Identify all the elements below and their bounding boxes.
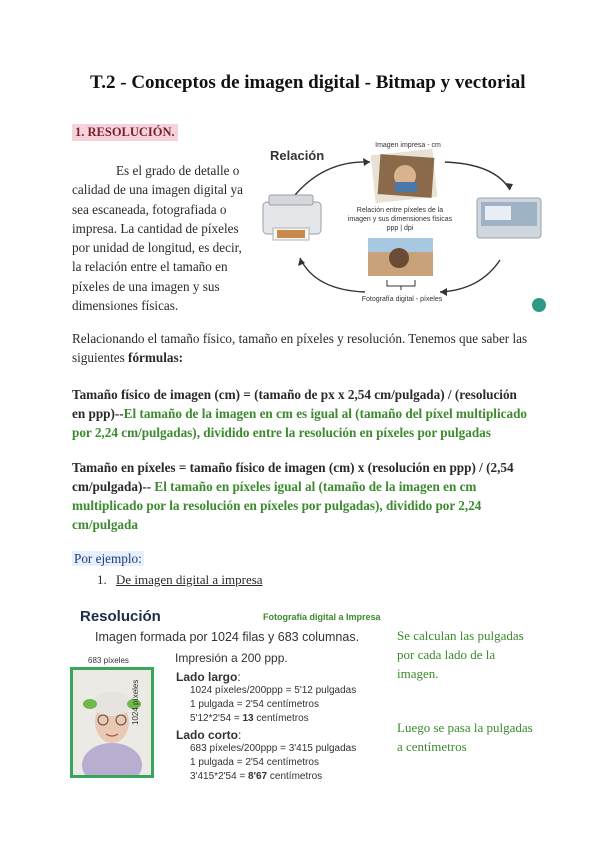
formula-1-text: Tamaño físico de imagen (cm) = (tamaño de px x 2,54 cm/pulgada) / (resolución en ppp)-- bbox=[72, 387, 517, 421]
diagram-center-label bbox=[345, 206, 455, 233]
printer-icon bbox=[263, 195, 321, 240]
formula-2 bbox=[72, 458, 532, 534]
short-side-line-2: 1 pulgada = 2'54 centímetros bbox=[190, 757, 319, 768]
slide-line-2: Impresión a 200 ppp. bbox=[175, 651, 288, 665]
diagram-top-label: Imagen impresa - cm bbox=[375, 142, 441, 149]
slide-subtitle: Fotografía digital a Impresa bbox=[263, 612, 381, 622]
example-list bbox=[72, 570, 532, 589]
diagram-title: Relación bbox=[270, 148, 325, 163]
slide-title: Resolución bbox=[80, 608, 161, 625]
side-note-2: Luego se pasa la pulgadas a centímetros bbox=[397, 720, 533, 754]
example-block bbox=[72, 549, 532, 589]
list-item: 1. De imagen digital a impresa bbox=[110, 570, 532, 589]
diagram-bottom-label: Fotografía digital - píxeles bbox=[361, 296, 443, 303]
side-note-1: Se calculan las pulgadas por cada lado de la imagen. bbox=[397, 628, 524, 681]
section-heading: 1. RESOLUCIÓN. bbox=[72, 124, 178, 141]
diagram-center-line-3: ppp | dpi bbox=[386, 225, 414, 232]
long-side-line-1: 1024 píxeles/200ppp = 5'12 pulgadas bbox=[190, 685, 357, 696]
short-side-line-3: 3'415*2'54 = 8'67 centímetros bbox=[190, 771, 323, 782]
relate-text: Relacionando el tamaño físico, tamaño en píxeles y resolución. Tenemos que saber las siguientes bbox=[72, 331, 528, 365]
diagram-center-line-1: Relación entre píxeles de la bbox=[356, 207, 444, 214]
relate-paragraph bbox=[72, 329, 532, 367]
intro-text: Es el grado de detalle o calidad de una imagen digital ya sea escaneada, fotografiada o impresa. La cantidad de píxeles por unidad de longitud, es decir, la relación entre el tamaño en píxeles de una imagen y sus dimensiones físicas. bbox=[72, 163, 244, 314]
relate-bold: fórmulas: bbox=[128, 350, 183, 365]
formula-2-explanation: El tamaño en píxeles igual al (tamaño de la imagen en cm multiplicado por la resolución en píxeles por pulgadas), dividido por 2,24 cm/pulgada bbox=[72, 479, 482, 532]
long-side-line-3: 5'12*2'54 = 13 centímetros bbox=[190, 713, 309, 724]
formula-1 bbox=[72, 385, 532, 442]
formula-2-text: Tamaño en píxeles = tamaño físico de imagen (cm) x (resolución en ppp) / (2,54 cm/pulgada)-- bbox=[72, 460, 514, 494]
short-side-heading: Lado corto: bbox=[176, 728, 242, 742]
intro-paragraph bbox=[72, 161, 254, 315]
digital-photo-icon bbox=[368, 238, 433, 276]
diagram-center-line-2: imagen y sus dimensiones físicas bbox=[347, 216, 453, 223]
long-side-heading: Lado largo: bbox=[176, 670, 241, 684]
decorative-dot bbox=[532, 298, 546, 312]
px-top-label: 683 píxeles bbox=[88, 656, 129, 665]
long-side-line-2: 1 pulgada = 2'54 centímetros bbox=[190, 699, 319, 710]
grandma-photo bbox=[70, 667, 154, 778]
printed-photos-icon bbox=[371, 149, 438, 203]
slide-line-1: Imagen formada por 1024 filas y 683 columnas. bbox=[95, 630, 360, 644]
scanner-icon bbox=[477, 198, 541, 238]
example-label: Por ejemplo: bbox=[74, 551, 142, 566]
formula-1-explanation: El tamaño de la imagen en cm es igual al (tamaño del píxel multiplicado por 2,24 cm/pulgadas), dividido entre la resolución en píxeles por pulgadas bbox=[72, 406, 527, 440]
px-side-label: 1024 píxeles bbox=[131, 679, 140, 725]
short-side-line-1: 683 píxeles/200ppp = 3'415 pulgadas bbox=[190, 743, 357, 754]
page-title: T.2 - Conceptos de imagen digital - Bitmap y vectorial bbox=[90, 72, 526, 93]
